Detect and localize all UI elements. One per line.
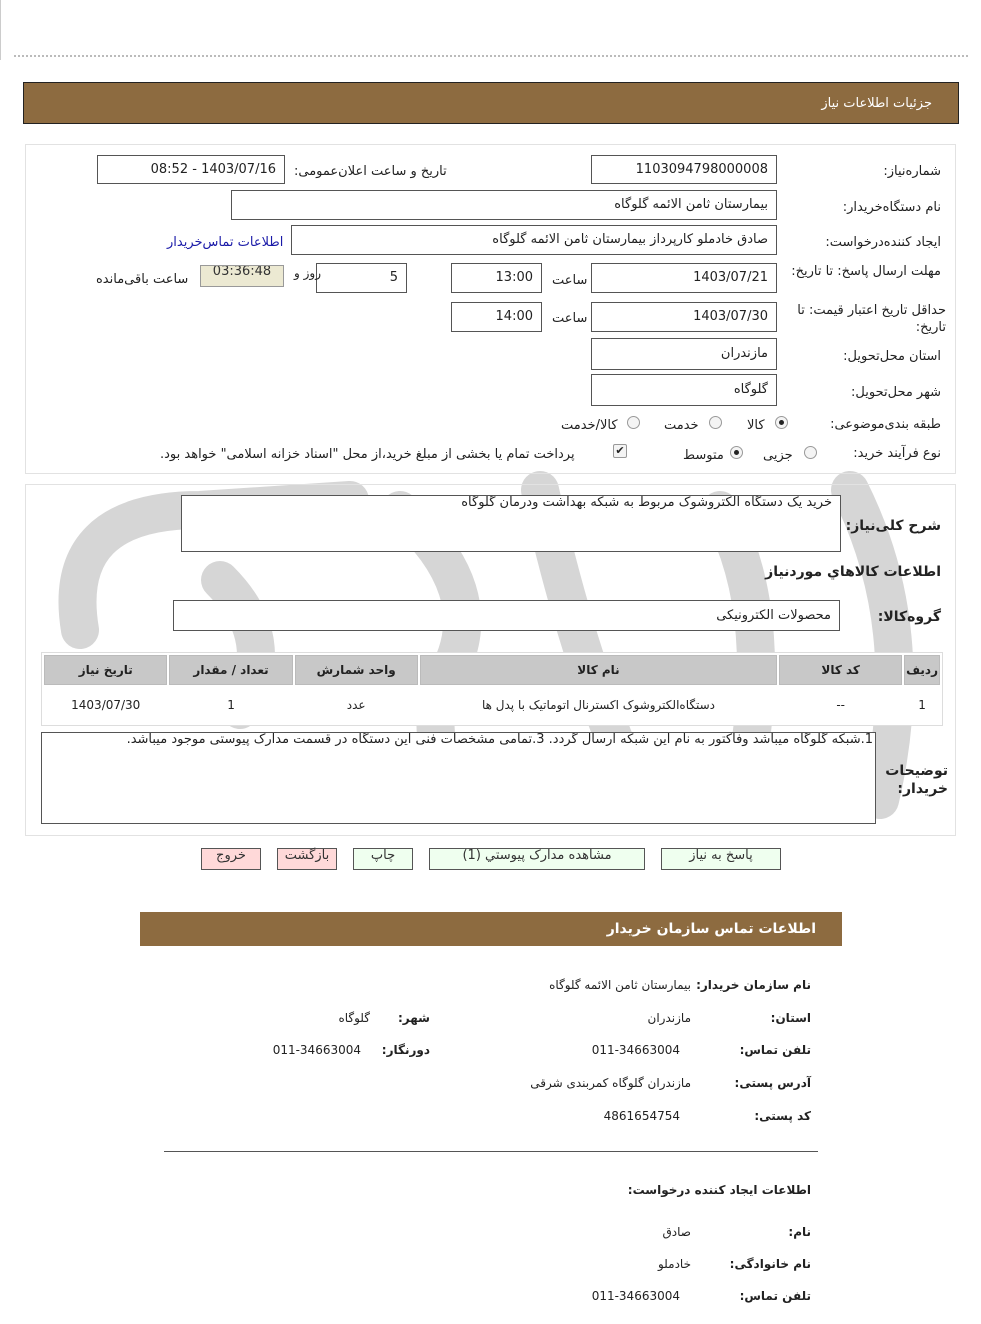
contact-phone-label: تلفن تماس: <box>739 1043 811 1057</box>
reply-button[interactable]: پاسخ به نیاز <box>661 848 781 870</box>
category-option-goods: کالا <box>747 418 765 433</box>
contact-city-label: شهر: <box>398 1011 430 1025</box>
need-number-label: شماره‌نیاز: <box>883 164 941 179</box>
col-code: کد کالا <box>779 655 902 685</box>
process-label: نوع فرآیند خرید: <box>853 446 941 461</box>
creator-phone-label: تلفن تماس: <box>739 1289 811 1303</box>
buyer-contact-title: اطلاعات تماس سازمان خریدار <box>606 921 816 937</box>
section-divider <box>164 1151 818 1152</box>
reply-deadline-label: مهلت ارسال پاسخ: تا تاریخ: <box>791 264 941 279</box>
buyer-contact-header <box>140 912 842 946</box>
attachments-button[interactable]: مشاهده مدارک پیوستي (1) <box>429 848 645 870</box>
city-field[interactable]: گلوگاه <box>591 374 777 406</box>
creator-field[interactable]: صادق خادملو کارپرداز بیمارستان ثامن الائمه گلوگاه <box>291 225 777 255</box>
contact-province-label: استان: <box>770 1011 811 1025</box>
days-field[interactable]: 5 <box>316 263 407 293</box>
cell-name: دستگاه‌الکتروشوک اکسترنال اتوماتیک با پدل ها <box>481 697 715 712</box>
goods-info-title: اطلاعات کالاهاي موردنیاز <box>765 564 941 580</box>
reply-time-label: ساعت <box>552 273 588 288</box>
announce-date-field[interactable]: 1403/07/16 - 08:52 <box>97 155 285 184</box>
price-time-label: ساعت <box>552 311 588 326</box>
buyer-notes-field[interactable]: 1.شبکه گلوگاه میباشد وفاکتور به نام این شبکه ارسال گردد. 3.تمامی مشخصات فنی این دستگاه در قسمت مدارک پیوستی موجود میباشد. <box>41 732 876 824</box>
price-date-field[interactable]: 1403/07/30 <box>591 302 777 332</box>
goods-table <box>41 652 943 726</box>
need-number-field[interactable]: 1103094798000008 <box>591 155 777 184</box>
announce-date-label: تاریخ و ساعت اعلان‌عمومی: <box>294 164 447 179</box>
col-qty: تعداد / مقدار <box>169 655 292 685</box>
category-label: طبقه بندی‌موضوعی: <box>830 417 941 432</box>
summary-label: شرح کلی‌نیاز: <box>845 518 941 534</box>
page-title: جزئیات اطلاعات نیاز <box>821 96 932 111</box>
province-field[interactable]: مازندران <box>591 338 777 370</box>
contact-postal-label: کد پستی: <box>754 1109 811 1123</box>
table-row <box>44 687 940 723</box>
category-option-goods-service: کالا/خدمت <box>561 418 618 433</box>
buyer-notes-label: توضیحات خریدار: <box>885 763 948 797</box>
buyer-org-field[interactable]: بیمارستان ثامن الائمه گلوگاه <box>231 190 777 220</box>
summary-field[interactable]: خرید یک دستگاه الکتروشوک مربوط به شبکه بهداشت ودرمان گلوگاه <box>181 495 841 552</box>
contact-postal-value: 4861654754 <box>603 1109 680 1123</box>
contact-org-value: بیمارستان ثامن الائمه گلوگاه <box>549 978 691 992</box>
category-radio-goods[interactable] <box>775 416 788 429</box>
creator-name-label: نام: <box>788 1225 811 1239</box>
cell-row: 1 <box>918 698 926 712</box>
contact-address-label: آدرس پستی: <box>734 1076 811 1090</box>
buyer-contact-link[interactable]: اطلاعات تماس‌خریدار <box>167 235 284 250</box>
col-unit: واحد شمارش <box>295 655 418 685</box>
cell-code: -- <box>836 698 845 712</box>
creator-family-value: خادملو <box>657 1257 691 1271</box>
category-option-service: خدمت <box>664 418 699 433</box>
payment-checkbox[interactable]: ✔ <box>613 444 627 458</box>
price-time-field[interactable]: 14:00 <box>451 302 542 332</box>
page-header <box>23 82 959 124</box>
creator-family-label: نام خانوادگی: <box>729 1257 811 1271</box>
process-radio-medium[interactable] <box>730 446 743 459</box>
reply-date-field[interactable]: 1403/07/21 <box>591 263 777 293</box>
payment-note: پرداخت تمام یا بخشی از مبلغ خرید،از محل "اسناد خزانه اسلامی" خواهد بود. <box>160 447 575 462</box>
category-radio-goods-service[interactable] <box>627 416 640 429</box>
goods-group-label: گروه‌کالا: <box>877 609 941 625</box>
creator-phone-value: 011-34663004 <box>591 1289 680 1303</box>
print-button[interactable]: چاپ <box>353 848 413 870</box>
process-option-minor: جزیی <box>763 448 793 463</box>
contact-province-value: مازندران <box>647 1011 691 1025</box>
province-label: استان محل‌تحویل: <box>843 349 941 364</box>
col-date: تاریخ نیاز <box>44 655 167 685</box>
buyer-org-label: نام دستگاه‌خریدار: <box>842 200 941 215</box>
contact-phone-value: 011-34663004 <box>591 1043 680 1057</box>
contact-city-value: گلوگاه <box>338 1011 370 1025</box>
top-divider <box>14 55 968 57</box>
window-edge <box>0 0 1 60</box>
countdown-timer: 03:36:48 <box>200 265 284 287</box>
contact-org-label: نام سازمان خریدار: <box>696 978 811 992</box>
city-label: شهر محل‌تحویل: <box>851 385 941 400</box>
contact-address-value: مازندران گلوگاه کمربندی شرقی <box>530 1076 691 1090</box>
cell-unit: عدد <box>346 698 366 712</box>
days-label: روز و <box>294 266 321 280</box>
category-radio-service[interactable] <box>709 416 722 429</box>
cell-qty: 1 <box>227 698 235 712</box>
process-radio-minor[interactable] <box>804 446 817 459</box>
col-name: نام کالا <box>420 655 777 685</box>
contact-fax-value: 011-34663004 <box>272 1043 361 1057</box>
remaining-label: ساعت باقی‌مانده <box>96 272 189 287</box>
price-validity-label: حداقل تاریخ اعتبار قیمت: تا تاریخ: <box>797 303 946 335</box>
exit-button[interactable]: خروج <box>201 848 261 870</box>
col-row: ردیف <box>904 655 940 685</box>
cell-date: 1403/07/30 <box>71 698 141 712</box>
reply-time-field[interactable]: 13:00 <box>451 263 542 293</box>
back-button[interactable]: بازگشت <box>277 848 337 870</box>
process-option-medium: متوسط <box>683 448 724 463</box>
creator-name-value: صادق <box>662 1225 691 1239</box>
goods-group-field[interactable]: محصولات الکترونیکی <box>173 600 840 631</box>
creator-label: ایجاد کننده‌درخواست: <box>825 235 941 250</box>
creator-info-title: اطلاعات ایجاد کننده درخواست: <box>627 1183 811 1197</box>
contact-fax-label: دورنگار: <box>381 1043 430 1057</box>
